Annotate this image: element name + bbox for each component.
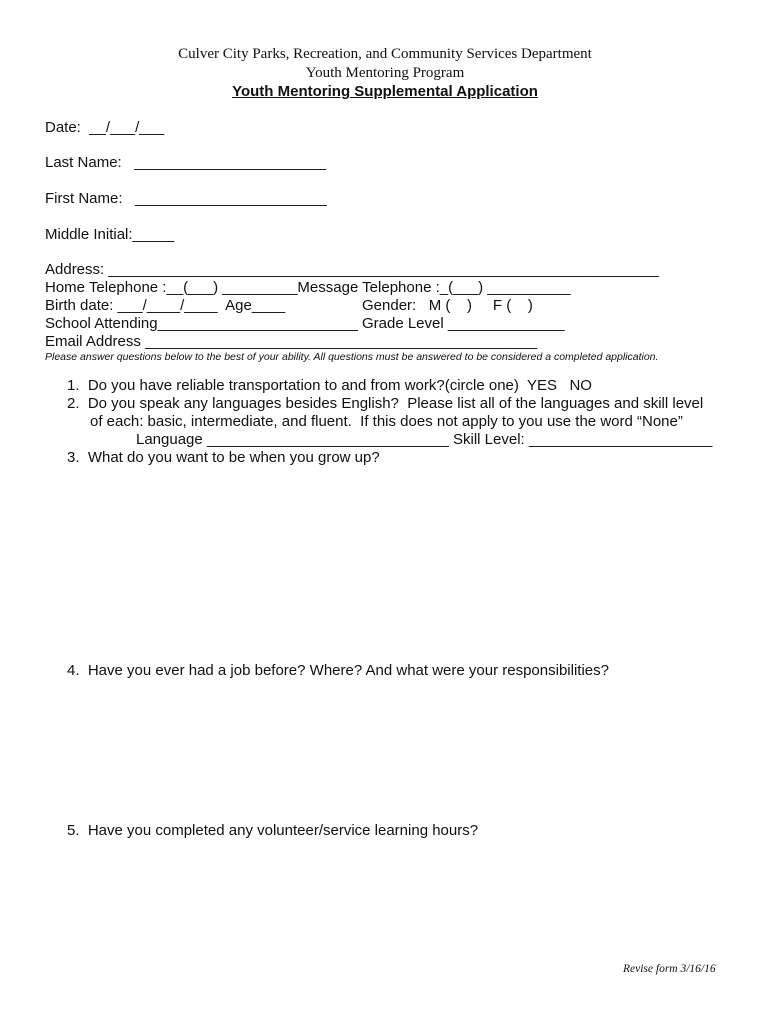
question-4: 4. Have you ever had a job before? Where? And what were your responsibilities?: [67, 662, 609, 679]
question-1: 1. Do you have reliable transportation to and from work?(circle one) YES NO: [67, 377, 592, 394]
question-5: 5. Have you completed any volunteer/service learning hours?: [67, 822, 479, 839]
school-field[interactable]: School Attending________________________ Grade Level ______________: [45, 315, 565, 332]
program-name: Youth Mentoring Program: [305, 65, 465, 81]
telephone-fields[interactable]: Home Telephone :__(___) _________Message Telephone :_(___) __________: [45, 279, 571, 296]
question-2-detail: of each: basic, intermediate, and fluent. If this does not apply to you use the word “None”: [90, 413, 683, 430]
question-2: 2. Do you speak any languages besides English? Please list all of the languages and skill level: [67, 395, 704, 412]
date-field[interactable]: Date: __/___/___: [45, 119, 165, 136]
page-title: Youth Mentoring Supplemental Application: [232, 83, 538, 100]
middle-initial-field[interactable]: Middle Initial:_____: [45, 226, 175, 243]
birth-date-field[interactable]: Birth date: ___/____/____ Age____: [45, 297, 286, 314]
department-name: Culver City Parks, Recreation, and Community Services Department: [178, 46, 592, 62]
first-name-field[interactable]: First Name: _______________________: [45, 190, 327, 207]
address-field[interactable]: Address: __________________________________________________________________: [45, 261, 659, 278]
email-field[interactable]: Email Address _______________________________________________: [45, 333, 538, 350]
language-skill-field[interactable]: Language _____________________________ Skill Level: ______________________: [136, 431, 713, 448]
question-3: 3. What do you want to be when you grow up?: [67, 449, 380, 466]
revision-footer: Revise form 3/16/16: [623, 963, 716, 975]
gender-field[interactable]: Gender: M ( ) F ( ): [362, 297, 533, 314]
instructions-note: Please answer questions below to the best of your ability. All questions must be answered to be considered a completed application.: [45, 351, 659, 363]
last-name-field[interactable]: Last Name: _______________________: [45, 154, 327, 171]
